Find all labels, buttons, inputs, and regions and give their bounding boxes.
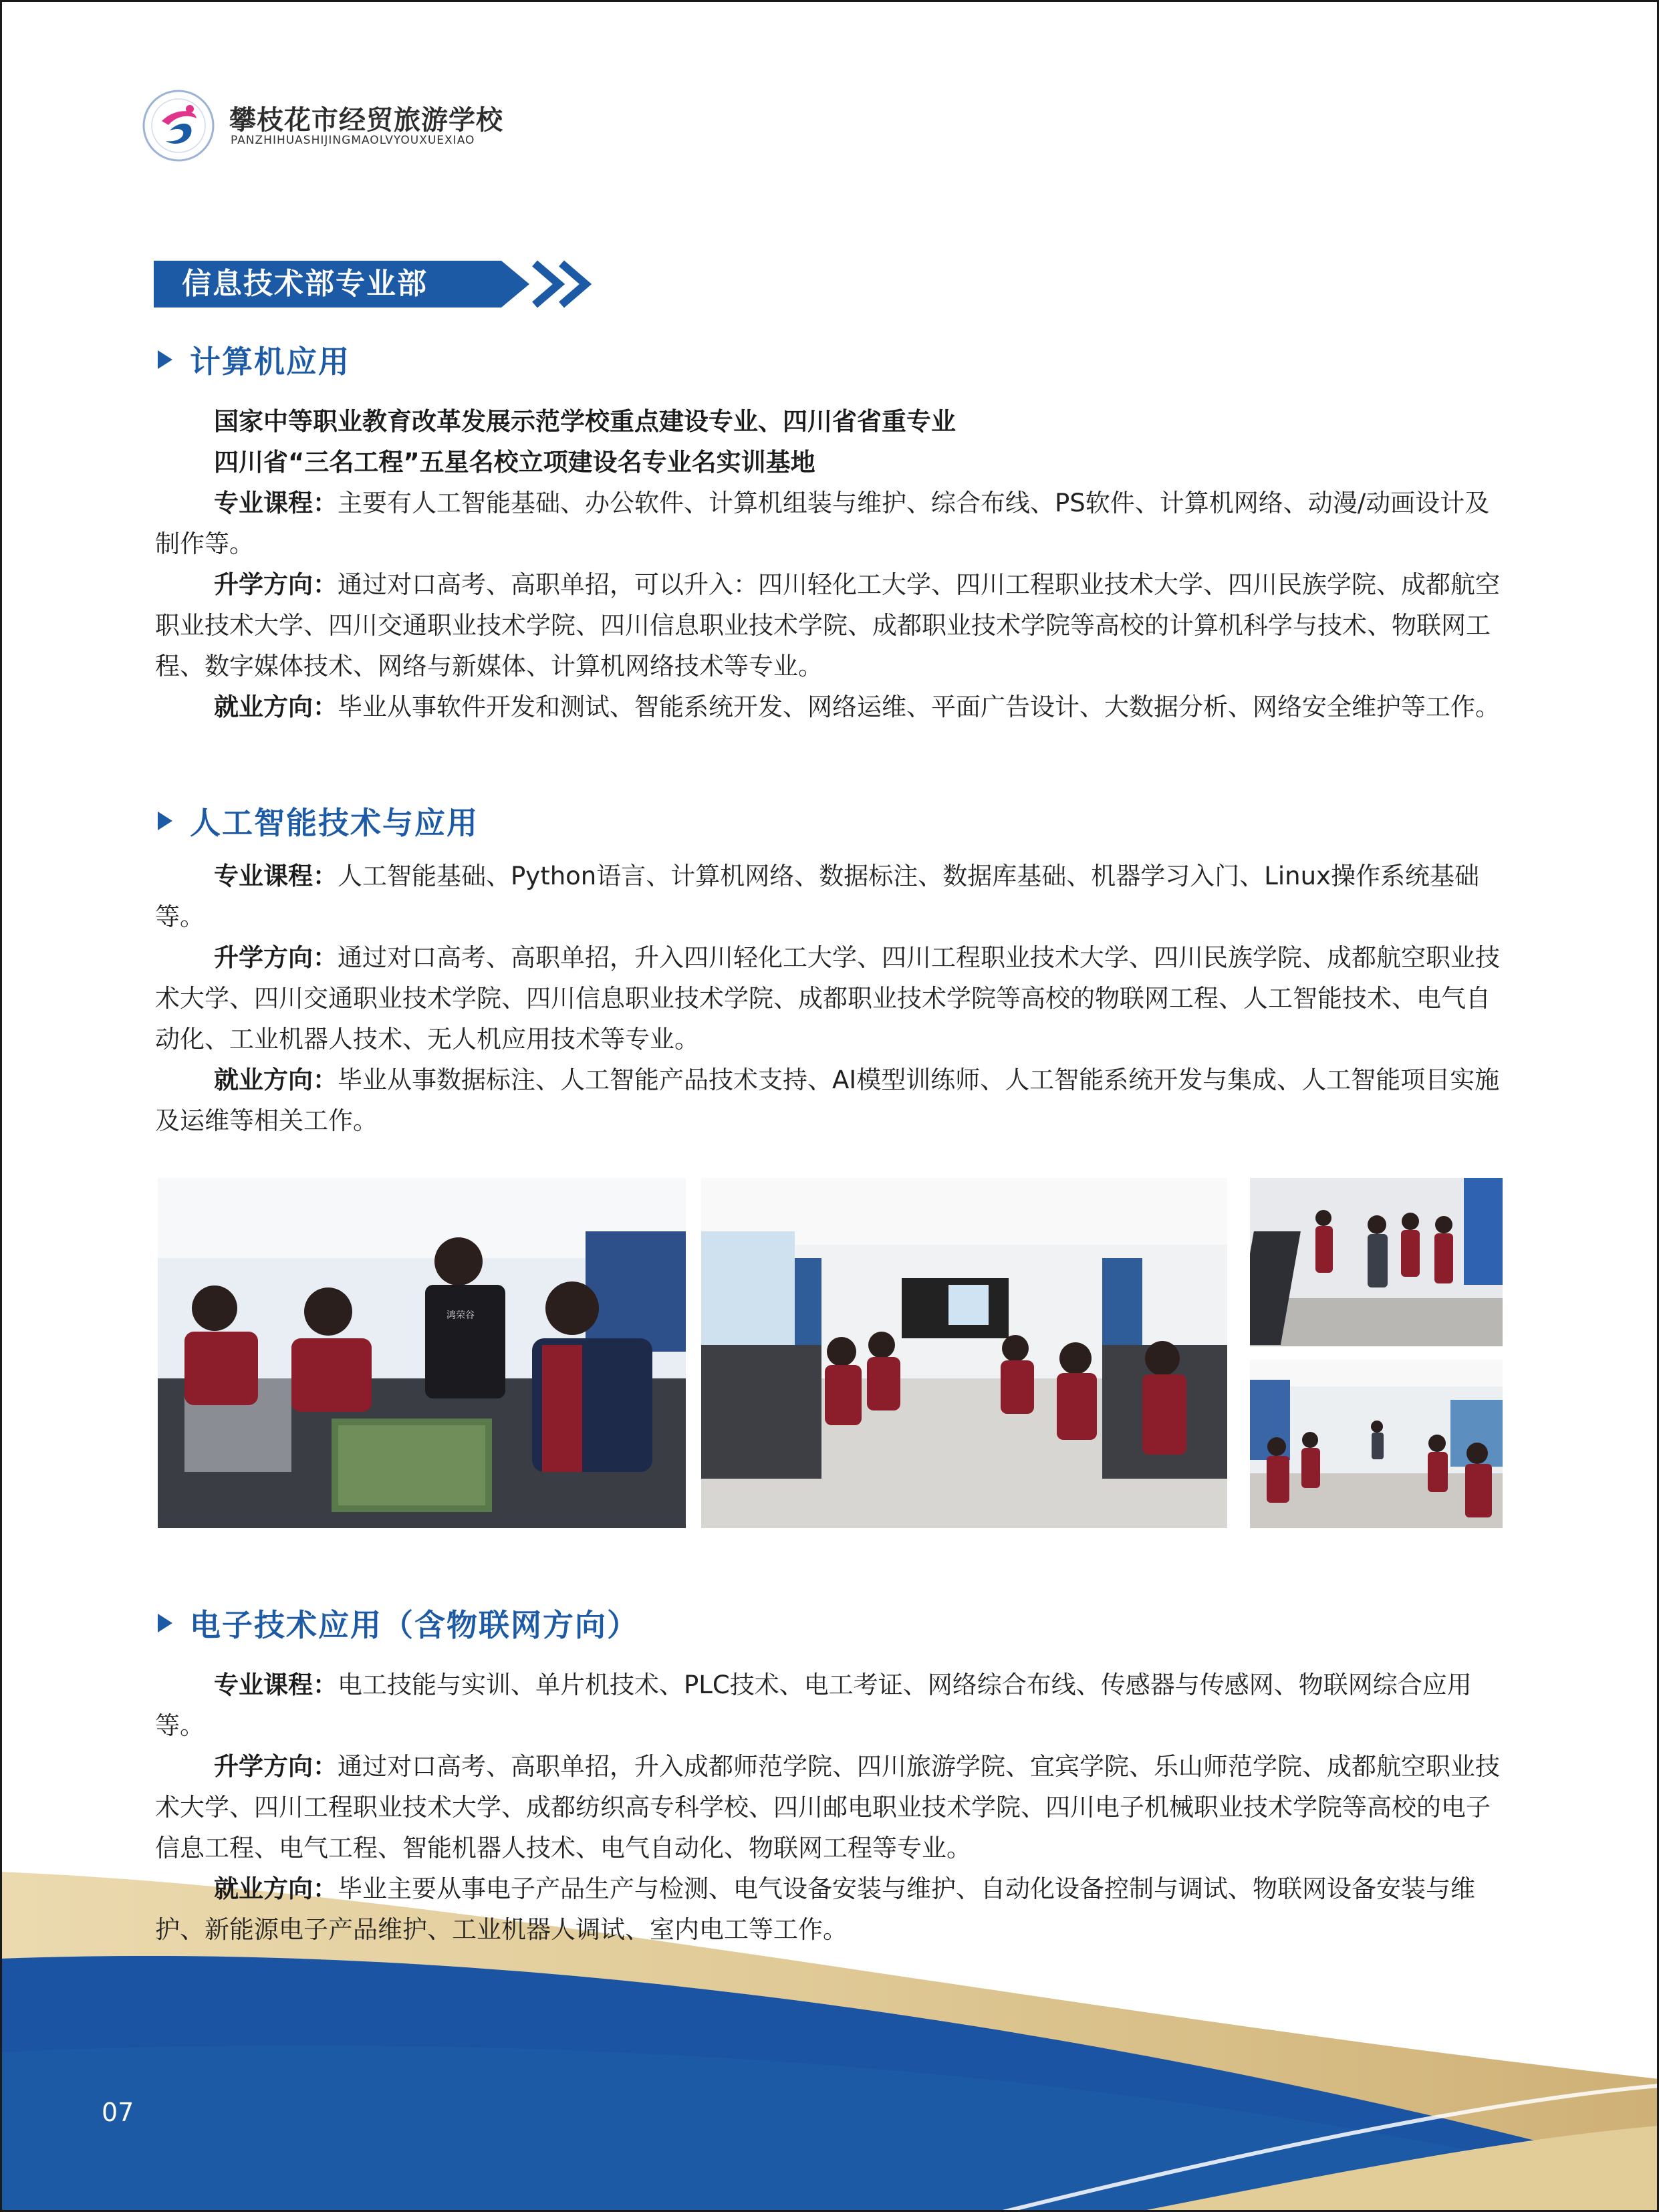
school-name-cn: 攀枝花市经贸旅游学校: [229, 105, 503, 136]
course-paragraph: 专业课程：人工智能基础、Python语言、计算机网络、数据标注、数据库基础、机器学习入门、Linux操作系统基础等。: [155, 862, 1479, 931]
photo-iot-training: [1250, 1178, 1503, 1346]
section-heading-computer: 计算机应用: [158, 340, 350, 380]
course-paragraph: 专业课程：主要有人工智能基础、办公软件、计算机组装与维护、综合布线、PS软件、计算机网络、动漫/动画设计及制作等。: [155, 489, 1490, 558]
triangle-bullet-icon: [158, 350, 172, 369]
section-heading-ai: 人工智能技术与应用: [158, 801, 479, 841]
department-title: 信息技术部专业部: [182, 267, 428, 301]
section-heading-electronics: 电子技术应用（含物联网方向）: [158, 1603, 639, 1643]
triangle-bullet-icon: [158, 1614, 172, 1632]
section-body-electronics: [155, 1665, 1505, 1950]
course-paragraph: 专业课程：电工技能与实训、单片机技术、PLC技术、电工考证、网络综合布线、传感器与传感网、物联网综合应用等。: [155, 1671, 1472, 1740]
highlight-line: 四川省“三名工程”五星名校立项建设名专业名实训基地: [214, 448, 815, 477]
photo-classroom: [1250, 1360, 1503, 1528]
triangle-bullet-icon: [158, 812, 172, 830]
highlight-line: 国家中等职业教育改革发展示范学校重点建设专业、四川省省重专业: [214, 407, 956, 436]
section-body-computer: [155, 401, 1505, 727]
photo-computer-assembly: [158, 1178, 686, 1528]
job-paragraph: 就业方向：毕业从事软件开发和测试、智能系统开发、网络运维、平面广告设计、大数据分析、网络安全维护等工作。: [214, 693, 1500, 721]
teacher-shirt-text: 鸿荣谷: [446, 1310, 475, 1321]
study-paragraph: 升学方向：通过对口高考、高职单招，升入成都师范学院、四川旅游学院、宜宾学院、乐山师范学院、成都航空职业技术大学、四川工程职业技术大学、成都纺织高专科学校、四川邮电职业技术学院、四川电子机械职业技术学院等高校的电子信息工程、电气工程、智能机器人技术、电气自动化、物联网工程等专业。: [155, 1752, 1500, 1862]
page-number: 07: [102, 2098, 134, 2127]
study-paragraph: 升学方向：通过对口高考、高职单招，升入四川轻化工大学、四川工程职业技术大学、四川民族学院、成都航空职业技术大学、四川交通职业技术学院、四川信息职业技术学院、成都职业技术学院等高校的物联网工程、人工智能技术、电气自动化、工业机器人技术、无人机应用技术等专业。: [155, 943, 1500, 1054]
double-chevron-icon: [520, 259, 600, 309]
school-name-pinyin: PANZHIHUASHIJINGMAOLVYOUXUEXIAO: [231, 134, 475, 147]
school-logo: [142, 89, 215, 162]
job-paragraph: 就业方向：毕业主要从事电子产品生产与检测、电气设备安装与维护、自动化设备控制与调试、物联网设备安装与维护、新能源电子产品维护、工业机器人调试、室内电工等工作。: [155, 1874, 1475, 1944]
photo-computer-lab: [701, 1178, 1227, 1528]
section-body-ai: [155, 856, 1505, 1141]
study-paragraph: 升学方向：通过对口高考、高职单招，可以升入：四川轻化工大学、四川工程职业技术大学、四川民族学院、成都航空职业技术大学、四川交通职业技术学院、四川信息职业技术学院、成都职业技术学院等高校的计算机科学与技术、物联网工程、数字媒体技术、网络与新媒体、计算机网络技术等专业。: [155, 570, 1500, 681]
job-paragraph: 就业方向：毕业从事数据标注、人工智能产品技术支持、AI模型训练师、人工智能系统开发与集成、人工智能项目实施及运维等相关工作。: [155, 1066, 1500, 1135]
